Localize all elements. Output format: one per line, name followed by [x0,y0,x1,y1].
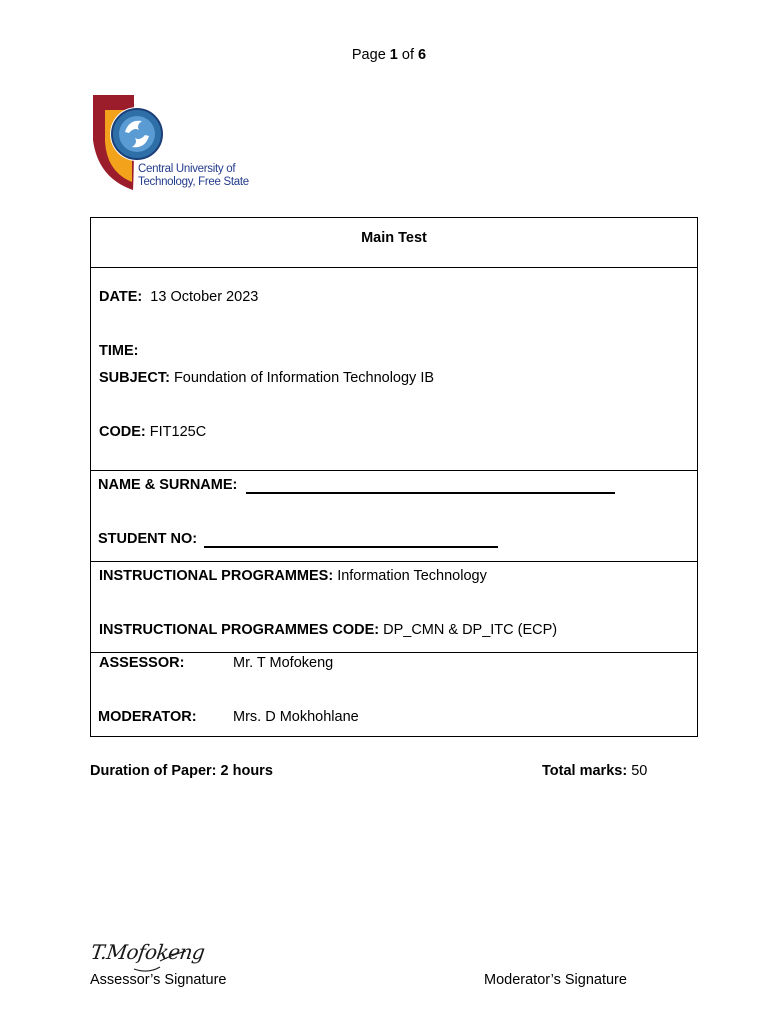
total-marks-value: 50 [631,763,648,779]
programme-row [99,568,487,584]
name-row [98,477,237,493]
page-prefix: Page [351,47,386,63]
staff-section [90,652,698,737]
assessor-value: Mr. T Mofokeng [233,655,334,671]
assessor-signature-label: Assessor’s Signature [90,972,227,988]
logo-text-line1: Central University of [138,163,236,175]
programme-value: Information Technology [337,568,487,584]
test-title: Main Test [361,230,427,246]
date-row [99,289,258,305]
date-label: DATE: [99,289,143,305]
name-field[interactable] [246,479,615,494]
total-marks [542,763,647,779]
student-number-label: STUDENT NO: [98,531,198,547]
page-current: 1 [389,47,398,63]
page-total: 6 [418,47,427,63]
moderator-value: Mrs. D Mokhohlane [233,709,359,725]
moderator-label: MODERATOR: [98,709,197,725]
university-logo [92,92,252,192]
code-label: CODE: [99,424,146,440]
page-of: of [401,47,414,63]
programme-code-value: DP_CMN & DP_ITC (ECP) [383,622,558,638]
time-label: TIME: [99,343,139,359]
programme-section [90,561,698,653]
programme-code-label: INSTRUCTIONAL PROGRAMMES CODE: [99,622,380,638]
page-number [0,47,768,63]
time-row [99,343,138,359]
total-marks-label: Total marks: [542,763,628,779]
logo-text-line2: Technology, Free State [138,176,249,188]
subject-label: SUBJECT: [99,370,170,386]
date-value: 13 October 2023 [150,289,259,305]
assessor-label: ASSESSOR: [99,655,185,671]
student-number-row [98,531,197,547]
name-label: NAME & SURNAME: [98,477,238,493]
student-number-field[interactable] [204,533,498,548]
code-value: FIT125C [149,424,207,440]
duration-text: Duration of Paper: 2 hours [90,763,273,779]
subject-row [99,370,434,386]
code-row [99,424,206,440]
moderator-signature-label: Moderator’s Signature [484,972,627,988]
student-section [90,470,698,562]
assessor-signature-mark: T.Mofokeng [90,939,200,975]
test-details-section [90,267,698,471]
subject-value: Foundation of Information Technology IB [173,370,435,386]
programme-label: INSTRUCTIONAL PROGRAMMES: [99,568,334,584]
programme-code-row [99,622,557,638]
test-title-section [90,217,698,268]
